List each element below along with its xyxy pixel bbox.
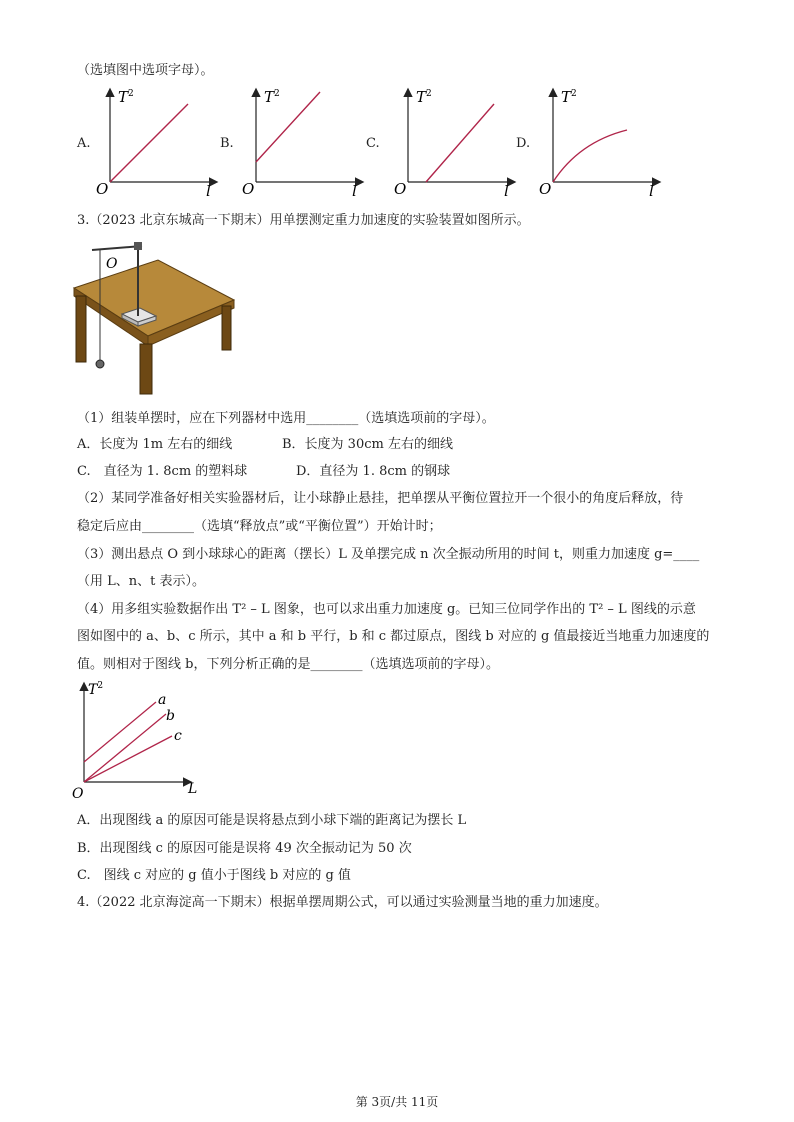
q3-part1: （1）组装单摆时，应在下列器材中选用________（选填选项前的字母）。 <box>77 411 495 426</box>
axis-y-label: $T^2$ <box>264 88 280 106</box>
line-a-label: a <box>158 692 167 708</box>
q3-part4-line1: （4）用多组实验数据作出 T² – L 图象，也可以求出重力加速度 g。已知三位同学作出的 T² – L 图线的示意 <box>77 602 696 617</box>
axis-x-label: l <box>504 182 509 197</box>
q3-part3-line1: （3）测出悬点 O 到小球球心的距离（摆长）L 及单摆完成 n 次全振动所用的时间 t，则重力加速度 g=____ <box>77 547 700 562</box>
line-c <box>84 736 172 782</box>
q3-part1-option-b: B．长度为 30cm 左右的细线 <box>282 437 453 452</box>
axis-x-label: l <box>206 182 211 197</box>
axis-y-label: $T^2$ <box>416 88 432 106</box>
graph-axis-y-label: $T^2$ <box>88 681 104 698</box>
q3-part2-line1: （2）某同学准备好相关实验器材后，让小球静止悬挂，把单摆从平衡位置拉开一个很小的角度后释放，待 <box>77 491 684 506</box>
q3-part2-line2: 稳定后应由________（选填“释放点”或“平衡位置”）开始计时； <box>77 519 442 534</box>
option-b-label: B. <box>220 136 234 151</box>
axis-x-label: l <box>649 182 654 197</box>
q3-part4-option-a: A．出现图线 a 的原因可能是误将悬点到小球下端的距离记为摆长 L <box>77 813 467 828</box>
option-d-label: D. <box>516 136 531 151</box>
q3-part4-line3: 值。则相对于图线 b，下列分析正确的是________（选填选项前的字母）。 <box>77 657 499 672</box>
line-c-label: c <box>174 728 182 744</box>
line-b-label: b <box>166 708 175 724</box>
page-footer: 第 3页/共 11页 <box>355 1095 439 1109</box>
apparatus-label-o: O <box>106 256 118 272</box>
option-a-graph <box>96 82 221 197</box>
origin-label: O <box>242 180 255 197</box>
axis-x-label: l <box>352 182 357 197</box>
option-a-label: A. <box>77 136 91 151</box>
q3-part1-option-d: D．直径为 1. 8cm 的钢球 <box>296 464 451 479</box>
axis-y-label: $T^2$ <box>118 88 134 106</box>
intro-line: （选填图中选项字母）。 <box>77 63 214 78</box>
axis-y-label: $T^2$ <box>561 88 577 106</box>
question-3-title: 3.（2023 北京东城高一下期末）用单摆测定重力加速度的实验装置如图所示。 <box>77 213 530 228</box>
origin-label: O <box>394 180 407 197</box>
origin-label: O <box>539 180 552 197</box>
q3-part3-line2: （用 L、n、t 表示）。 <box>77 574 205 589</box>
q3-part1-option-a: A．长度为 1m 左右的细线 <box>77 437 233 452</box>
option-b-graph <box>242 82 367 197</box>
q3-part4-line2: 图如图中的 a、b、c 所示，其中 a 和 b 平行，b 和 c 都过原点，图线 b 对应的 g 值最接近当地重力加速度的 <box>77 629 710 644</box>
option-d-graph <box>539 82 664 197</box>
q3-part1-option-c: C. 直径为 1. 8cm 的塑料球 <box>77 464 248 479</box>
origin-label: O <box>96 180 109 197</box>
graph-axis-x-label: L <box>188 781 198 797</box>
q3-part4-option-b: B．出现图线 c 的原因可能是误将 49 次全振动记为 50 次 <box>77 841 412 856</box>
question-4-title: 4.（2022 北京海淀高一下期末）根据单摆周期公式，可以通过实验测量当地的重力加速度。 <box>77 895 608 910</box>
pendulum-apparatus-image <box>70 236 240 396</box>
t2-l-graph <box>72 678 212 806</box>
option-c-graph <box>394 82 519 197</box>
graph-origin-label: O <box>72 786 84 802</box>
q3-part4-option-c: C. 图线 c 对应的 g 值小于图线 b 对应的 g 值 <box>77 868 351 883</box>
option-c-label: C. <box>366 136 380 151</box>
line-b <box>84 714 166 782</box>
